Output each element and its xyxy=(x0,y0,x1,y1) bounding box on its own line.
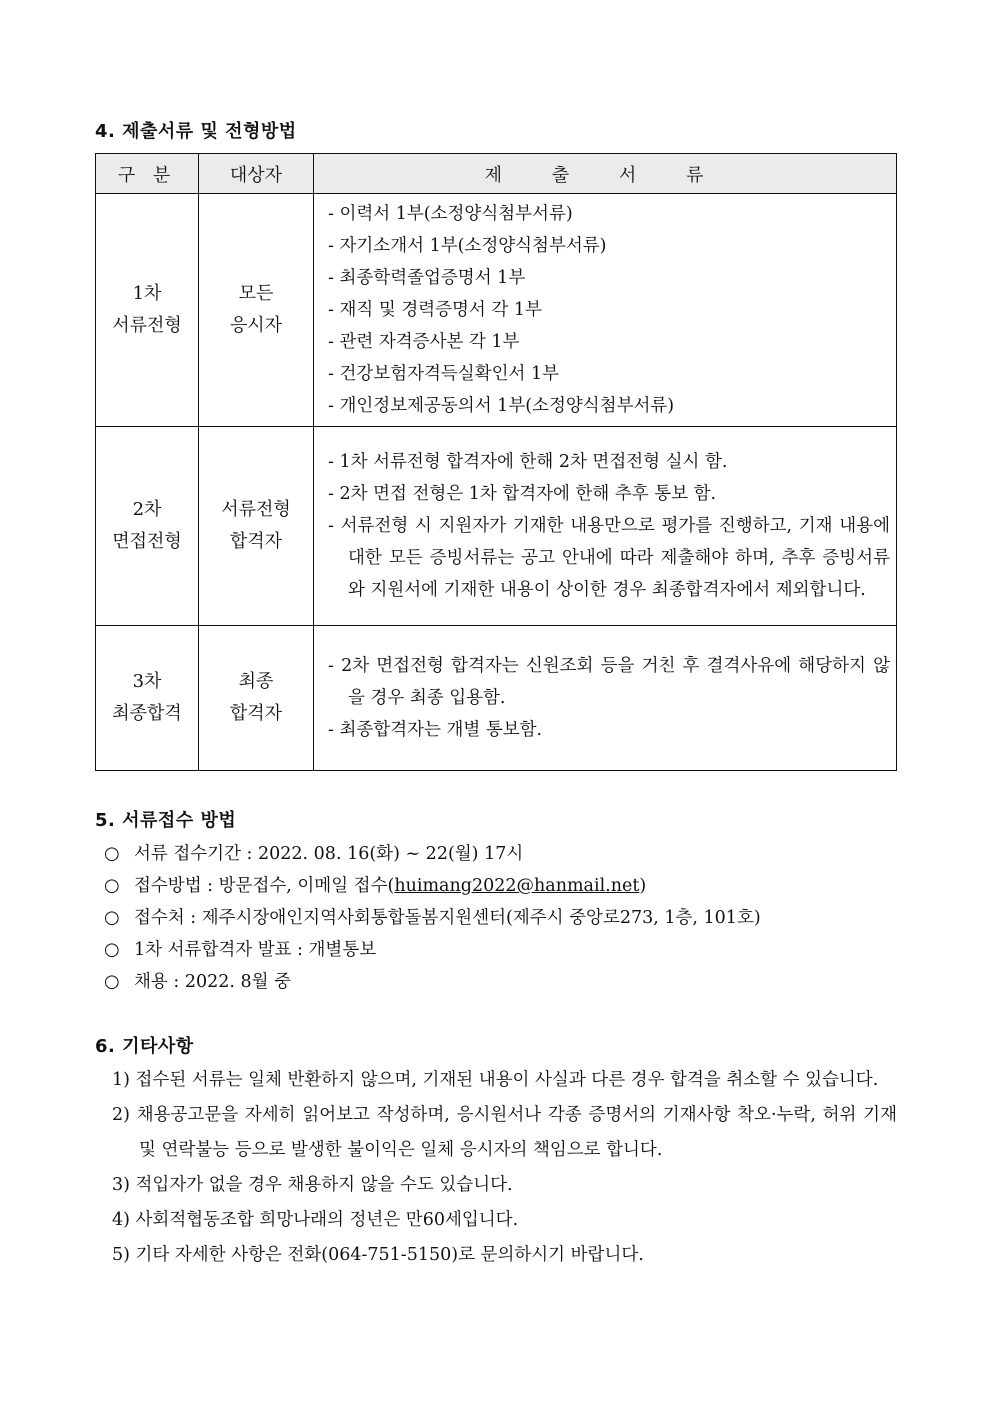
list-item: - 자기소개서 1부(소정양식첨부서류) xyxy=(328,236,607,256)
table-row xyxy=(96,194,897,427)
header-category: 구 분 xyxy=(96,154,199,194)
other-notes-list xyxy=(112,1063,897,1273)
list-item: - 건강보험자격득실확인서 1부 xyxy=(328,364,560,384)
row1-target: 모든 응시자 xyxy=(199,194,314,427)
submission-list xyxy=(104,838,761,998)
list-item: 2) 채용공고문을 자세히 읽어보고 작성하며, 응시원서나 각종 증명서의 기재사항 착오·누락, 허위 기재 및 연락불능 등으로 발생한 불이익은 일체 응시자의 책임으로 합니다. xyxy=(112,1105,897,1160)
section4-title: 4. 제출서류 및 전형방법 xyxy=(95,121,297,142)
section5-title: 5. 서류접수 방법 xyxy=(95,810,237,831)
list-item: - 2차 면접전형 합격자는 신원조회 등을 거친 후 결격사유에 해당하지 않을 경우 최종 입용함. xyxy=(328,656,890,708)
list-item: - 개인정보제공동의서 1부(소정양식첨부서류) xyxy=(328,396,675,416)
list-item: ○ 채용 : 2022. 8월 중 xyxy=(104,966,761,998)
row2-documents xyxy=(314,427,897,626)
circle-bullet-icon: ○ xyxy=(104,907,120,928)
circle-bullet-icon: ○ xyxy=(104,875,120,896)
row3-category: 3차 최종합격 xyxy=(96,626,199,771)
list-item: - 최종학력졸업증명서 1부 xyxy=(328,268,526,288)
row3-target: 최종 합격자 xyxy=(199,626,314,771)
list-item: - 최종합격자는 개별 통보함. xyxy=(328,720,543,740)
table-header-row xyxy=(96,154,897,194)
email-link[interactable]: huimang2022@hanmail.net xyxy=(394,876,640,896)
list-item: - 재직 및 경력증명서 각 1부 xyxy=(328,300,542,320)
table-row xyxy=(96,427,897,626)
header-target: 대상자 xyxy=(199,154,314,194)
row2-category: 2차 면접전형 xyxy=(96,427,199,626)
list-item: - 이력서 1부(소정양식첨부서류) xyxy=(328,204,573,224)
circle-bullet-icon: ○ xyxy=(104,939,120,960)
circle-bullet-icon: ○ xyxy=(104,843,120,864)
list-item: 4) 사회적협동조합 희망나래의 정년은 만60세입니다. xyxy=(112,1210,519,1230)
list-item: 1) 접수된 서류는 일체 반환하지 않으며, 기재된 내용이 사실과 다른 경우 합격을 취소할 수 있습니다. xyxy=(112,1070,879,1090)
table-row xyxy=(96,626,897,771)
list-item: - 서류전형 시 지원자가 기재한 내용만으로 평가를 진행하고, 기재 내용에 대한 모든 증빙서류는 공고 안내에 따라 제출해야 하며, 추후 증빙서류와 지원서에 기재한 내용이 상이한 경우 최종합격자에서 제외합니다. xyxy=(328,516,890,600)
list-item: ○ 접수처 : 제주시장애인지역사회통합돌봄지원센터(제주시 중앙로273, 1층, 101호) xyxy=(104,902,761,934)
row1-category: 1차 서류전형 xyxy=(96,194,199,427)
documents-table xyxy=(95,153,897,771)
row1-documents xyxy=(314,194,897,427)
list-item: - 관련 자격증사본 각 1부 xyxy=(328,332,520,352)
list-item: ○ 서류 접수기간 : 2022. 08. 16(화) ~ 22(월) 17시 xyxy=(104,838,761,870)
list-item: - 2차 면접 전형은 1차 합격자에 한해 추후 통보 함. xyxy=(328,484,717,504)
row2-target: 서류전형 합격자 xyxy=(199,427,314,626)
header-documents: 제 출 서 류 xyxy=(314,154,897,194)
list-item: ○ 접수방법 : 방문접수, 이메일 접수(huimang2022@hanmail.net) xyxy=(104,870,761,902)
list-item: - 1차 서류전형 합격자에 한해 2차 면접전형 실시 함. xyxy=(328,452,728,472)
circle-bullet-icon: ○ xyxy=(104,971,120,992)
section6-title: 6. 기타사항 xyxy=(95,1036,194,1057)
list-item: 5) 기타 자세한 사항은 전화(064-751-5150)로 문의하시기 바랍니다. xyxy=(112,1245,644,1265)
row3-documents xyxy=(314,626,897,771)
list-item: ○ 1차 서류합격자 발표 : 개별통보 xyxy=(104,934,761,966)
list-item: 3) 적입자가 없을 경우 채용하지 않을 수도 있습니다. xyxy=(112,1175,513,1195)
